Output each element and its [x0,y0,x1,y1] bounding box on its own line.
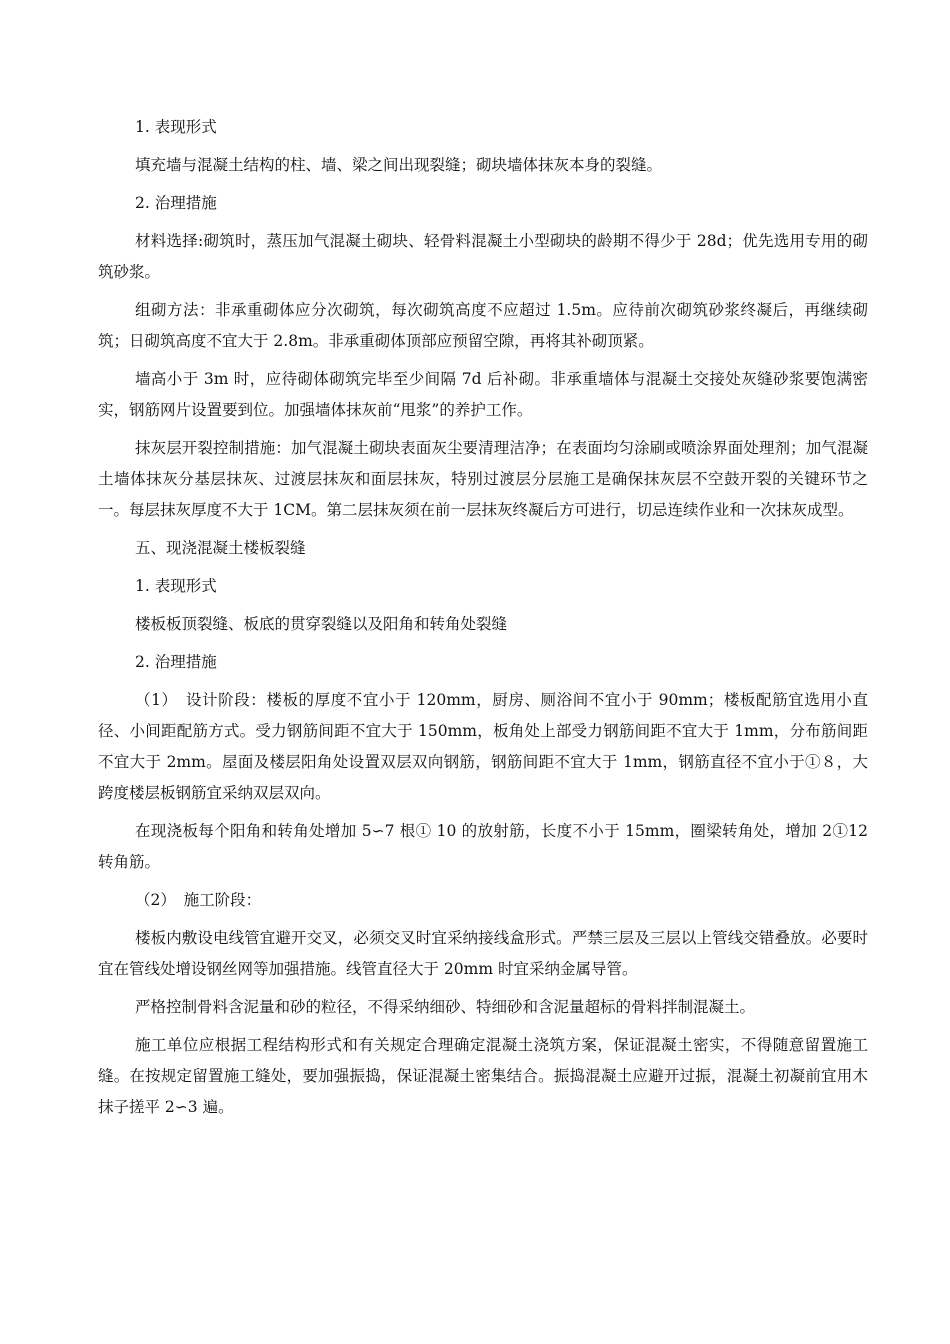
paragraph: 抹灰层开裂控制措施：加气混凝土砌块表面灰尘要清理洁净；在表面均匀涂刷或喷涂界面处理剂；加气混凝土墙体抹灰分基层抹灰、过渡层抹灰和面层抹灰，特别过渡层分层施工是确保抹灰层不空鼓开裂的关键环节之一。每层抹灰厚度不大于 1CM。第二层抹灰须在前一层抹灰终凝后方可进行，切忌连续作业和一次抹灰成型。 [98,439,868,519]
chapter-heading: 五、现浇混凝土楼板裂缝 [135,539,306,557]
section-heading: 1. 表现形式 [135,118,217,136]
section-heading: 2. 治理措施 [135,653,217,671]
document-body [98,112,868,1130]
paragraph: 在现浇板每个阳角和转角处增加 5∽7 根① 10 的放射筋，长度不小于 15mm，圈梁转角处，增加 2①12 转角筋。 [98,822,868,871]
paragraph: 组砌方法：非承重砌体应分次砌筑，每次砌筑高度不应超过 1.5m。应待前次砌筑砂浆终凝后，再继续砌筑；日砌筑高度不宜大于 2.8m。非承重砌体顶部应预留空隙，再将其补砌顶紧。 [98,301,868,350]
paragraph: 墙高小于 3m 时，应待砌体砌筑完毕至少间隔 7d 后补砌。非承重墙体与混凝土交接处灰缝砂浆要饱满密实，钢筋网片设置要到位。加强墙体抹灰前“甩浆”的养护工作。 [98,370,868,419]
paragraph: 材料选择:砌筑时，蒸压加气混凝土砌块、轻骨料混凝土小型砌块的龄期不得少于 28d；优先选用专用的砌筑砂浆。 [98,232,868,281]
paragraph: （1） 设计阶段：楼板的厚度不宜小于 120mm，厨房、厕浴间不宜小于 90mm；楼板配筋宜选用小直径、小间距配筋方式。受力钢筋间距不宜大于 150mm，板角处上部受力钢筋间距不宜大于 1mm，分布筋间距不宜大于 2mm。屋面及楼层阳角处设置双层双向钢筋，钢筋间距不宜大于 1mm，钢筋直径不宜小于①８，大跨度楼层板钢筋宜采纳双层双向。 [98,691,868,802]
section-heading: 1. 表现形式 [135,577,217,595]
paragraph: 楼板内敷设电线管宜避开交叉，必须交叉时宜采纳接线盒形式。严禁三层及三层以上管线交错叠放。必要时宜在管线处增设钢丝网等加强措施。线管直径大于 20mm 时宜采纳金属导管。 [98,929,868,978]
paragraph: 填充墙与混凝土结构的柱、墙、梁之间出现裂缝；砌块墙体抹灰本身的裂缝。 [135,156,663,174]
paragraph: 严格控制骨料含泥量和砂的粒径，不得采纳细砂、特细砂和含泥量超标的骨料拌制混凝土。 [135,998,756,1016]
paragraph: 楼板板顶裂缝、板底的贯穿裂缝以及阳角和转角处裂缝 [135,615,508,633]
subsection-heading: （2） 施工阶段： [135,891,262,909]
paragraph: 施工单位应根据工程结构形式和有关规定合理确定混凝土浇筑方案，保证混凝土密实，不得随意留置施工缝。在按规定留置施工缝处，要加强振捣，保证混凝土密集结合。振捣混凝土应避开过振，混凝土初凝前宜用木抹子搓平 2∽3 遍。 [98,1036,868,1116]
section-heading: 2. 治理措施 [135,194,217,212]
